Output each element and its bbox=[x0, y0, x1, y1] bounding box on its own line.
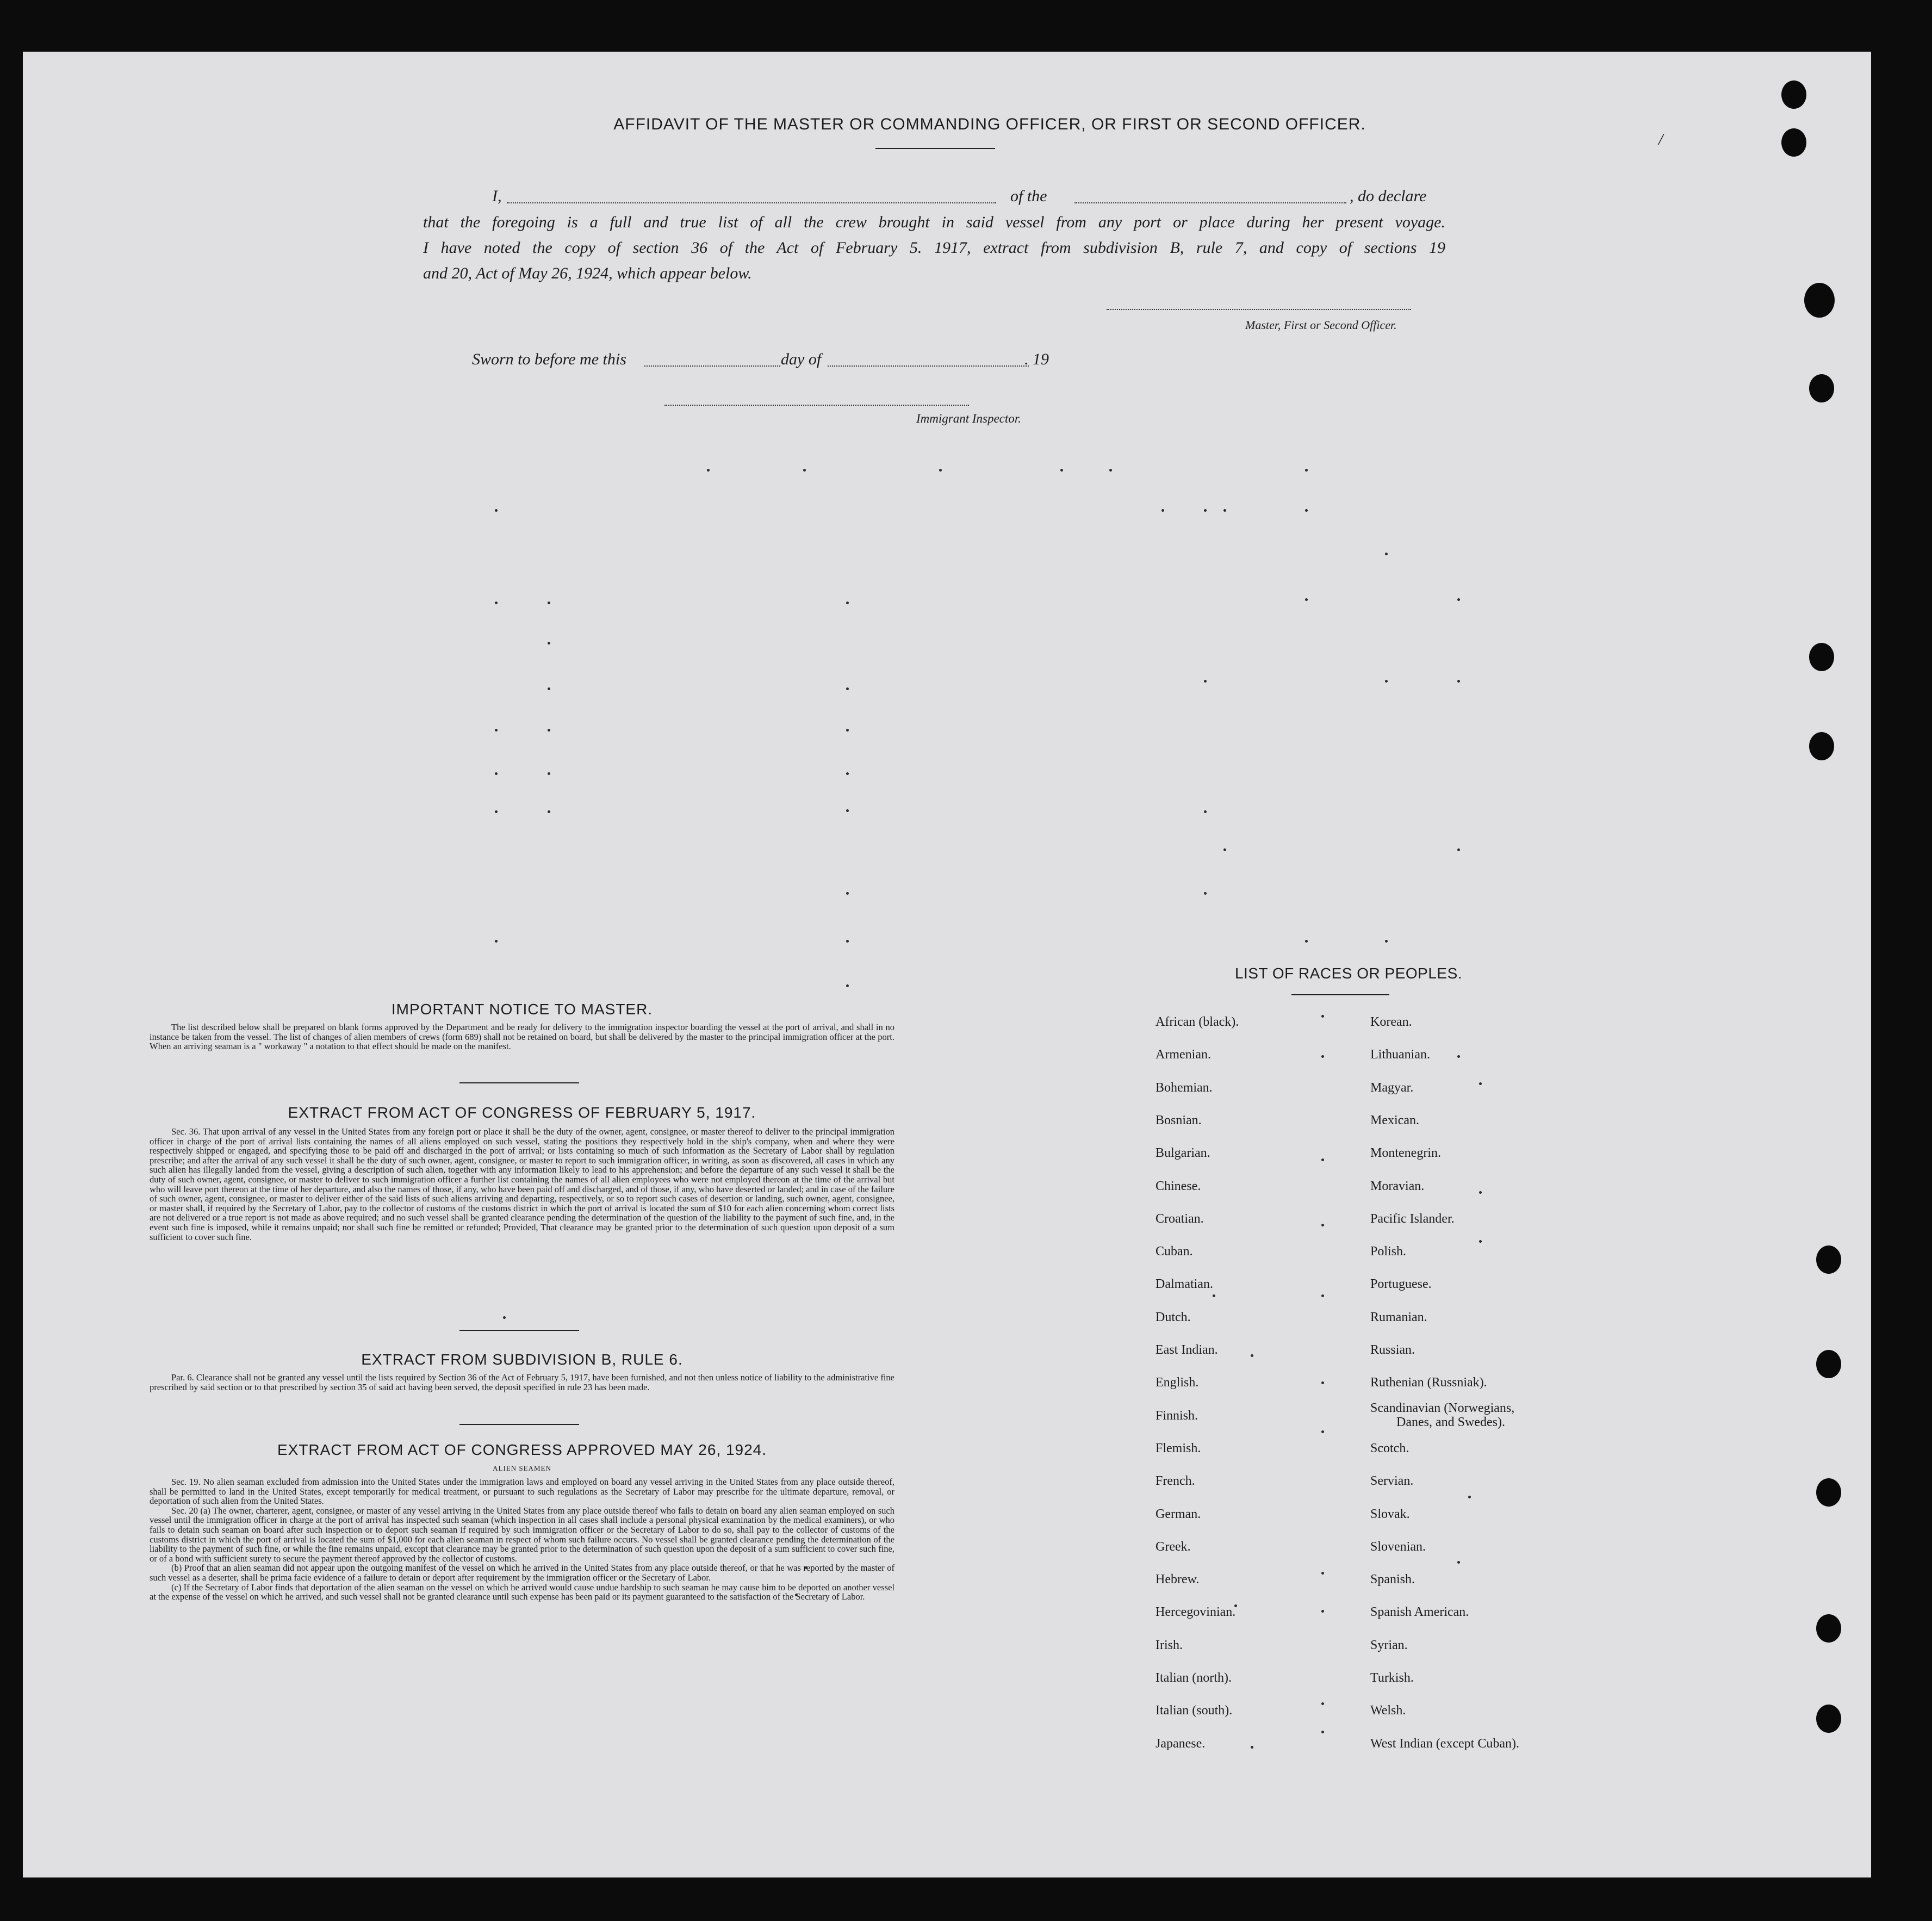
race-item: Irish. bbox=[1156, 1638, 1183, 1652]
paper-speck bbox=[548, 729, 550, 732]
race-item: Flemish. bbox=[1156, 1441, 1201, 1455]
paper-speck bbox=[1479, 1240, 1482, 1243]
paper-speck bbox=[503, 1316, 506, 1319]
declaration-line-1-end: , do declare bbox=[1350, 187, 1427, 205]
paper-speck bbox=[1321, 1381, 1324, 1384]
paper-speck bbox=[1204, 810, 1207, 813]
notice-title: IMPORTANT NOTICE TO MASTER. bbox=[391, 1001, 653, 1018]
extract-rule6-title: EXTRACT FROM SUBDIVISION B, RULE 6. bbox=[361, 1351, 683, 1368]
binder-hole bbox=[1816, 1245, 1841, 1274]
race-item: Moravian. bbox=[1370, 1179, 1425, 1193]
extract-1917-text: Sec. 36. That upon arrival of any vessel in the United States from any foreign port or place it shall be the duty of the owner, agent, consignee, or master thereof to deliver to the principal immigration officer in charge of the port of arrival lists containing the names of all aliens employed on such vessel, stating the positions they respectively hold in the ship's company, when and where they were respectively shipped or engaged, and specifying those to be paid off and discharged in the port of arrival; or lists containing so much of such information as the Secretary of Labor shall by regulation prescribe; and after the arrival of any such vessel it shall be the duty of such owner, agent, consignee, or master to report to such immigration officer, in writing, as soon as discovered, all cases in which any such alien has illegally landed from the vessel, giving a description of such alien, together with any information likely to lead to his apprehension; and before the departure of any such vessel it shall be the duty of such owner, agent, consignee, or master to deliver to such immigration officer a further list containing the names of all alien employees who were not employed thereon at the time of the arrival but who will leave port thereon at the time of her departure, and also the names of those, if any, who have been paid off and discharged, and of those, if any, who have deserted or landed; and in case of the failure of such owner, agent, consignee, or master to deliver either of the said lists of such aliens arriving and departing, respectively, or so to report such cases of desertion or landing, such owner, agent, consignee, or master shall, if required by the Secretary of Labor, pay to the collector of customs of the customs district in which the port of arrival is located the sum of $10 for each alien concerning whom correct lists are not delivered or a true report is not made as above required; and no such vessel shall be granted clearance pending the determination of the question of the liability to the payment of such fine, and, in the event such fine is imposed, while it remains unpaid; nor shall such fine be remitted or refunded; Provided, That clearance may be granted prior to the determination of such question upon deposit of a sum sufficient to cover such fine. bbox=[150, 1126, 894, 1242]
section-20c-text: (c) If the Secretary of Labor finds that deportation of the alien seaman on the vessel on which he arrived would cause undue hardship to such seaman he may cause him to be deported on another vessel at the expense of the vessel on which he arrived, and such vessel shall not be granted clearance until such expense has been paid or its payment guaranteed to the satisfaction of the Secretary of Labor. bbox=[150, 1582, 894, 1602]
binder-hole bbox=[1816, 1478, 1841, 1507]
race-item: Montenegrin. bbox=[1370, 1146, 1441, 1161]
race-item: Croatian. bbox=[1156, 1211, 1204, 1226]
paper-speck bbox=[1385, 680, 1388, 683]
race-item: Spanish American. bbox=[1370, 1605, 1469, 1620]
paper-speck bbox=[1321, 1572, 1324, 1575]
binder-hole bbox=[1809, 732, 1834, 760]
race-item: Pacific Islander. bbox=[1370, 1211, 1455, 1226]
paper-speck bbox=[846, 984, 849, 987]
declaration-line-3: I have noted the copy of section 36 of the Act of February 5. 1917, extract from subdivision B, rule 7, and copy of sections 19 bbox=[423, 239, 1445, 257]
paper-speck bbox=[1457, 848, 1460, 851]
paper-speck bbox=[1204, 509, 1207, 512]
paper-speck bbox=[846, 772, 849, 775]
race-item: Lithuanian. bbox=[1370, 1048, 1430, 1062]
section-rule bbox=[459, 1424, 579, 1425]
race-item: Russian. bbox=[1370, 1343, 1415, 1357]
affidavit-title: AFFIDAVIT OF THE MASTER OR COMMANDING OFFICER, OR FIRST OR SECOND OFFICER. bbox=[613, 115, 1366, 133]
binder-hole bbox=[1809, 643, 1834, 671]
race-item: Japanese. bbox=[1156, 1736, 1206, 1751]
paper-speck bbox=[1321, 1702, 1324, 1705]
binder-hole bbox=[1781, 80, 1806, 109]
race-item: Hercegovinian. bbox=[1156, 1605, 1236, 1620]
paper-speck bbox=[1321, 1055, 1324, 1058]
paper-speck bbox=[1321, 1430, 1324, 1433]
race-item: Scotch. bbox=[1370, 1441, 1409, 1455]
page-mark: / bbox=[1658, 131, 1663, 148]
paper-speck bbox=[846, 940, 849, 943]
race-item: Magyar. bbox=[1370, 1080, 1414, 1095]
races-title: LIST OF RACES OR PEOPLES. bbox=[1234, 965, 1463, 982]
sworn-mid: day of bbox=[781, 350, 822, 368]
sworn-start: Sworn to before me this bbox=[472, 350, 626, 368]
binder-hole bbox=[1816, 1614, 1841, 1643]
paper-speck bbox=[1321, 1224, 1324, 1226]
paper-speck bbox=[1385, 553, 1388, 555]
race-item: Danes, and Swedes). bbox=[1396, 1415, 1505, 1429]
race-item: Bulgarian. bbox=[1156, 1146, 1210, 1161]
race-item: Ruthenian (Russniak). bbox=[1370, 1375, 1487, 1390]
paper-speck bbox=[1161, 509, 1164, 512]
name-blank[interactable] bbox=[507, 202, 996, 203]
paper-speck bbox=[1204, 892, 1207, 895]
paper-speck bbox=[803, 469, 806, 472]
race-item: Slovak. bbox=[1370, 1507, 1410, 1521]
paper-speck bbox=[495, 810, 498, 813]
vessel-blank[interactable] bbox=[1074, 202, 1346, 203]
paper-speck bbox=[495, 509, 498, 512]
paper-speck bbox=[1479, 1191, 1482, 1194]
section-20a-text: Sec. 20 (a) The owner, charterer, agent, consignee, or master of any vessel arriving in the United States from any place outside thereof who fails to detain on board any alien seaman employed on such vessel until the immigration officer in charge at the port of arrival has inspected such seaman (which inspection in all cases shall include a personal physical examination by the medical examiners), or who fails to detain such seaman on board after such inspection or to deport such seaman if required by such immigration officer or the Secretary of Labor to do so, shall pay to the collector of customs of the customs district in which the port of arrival is located the sum of $1,000 for each alien seaman in respect of whom such failure occurs. No vessel shall be granted clearance pending the determination of the liability to the payment of such fine, or while the fine remains unpaid, except that clearance may be granted prior to the determination of such question upon the deposit of a sum sufficient to cover such fine, or of a bond with sufficient surety to secure the payment thereof approved by the collector of customs. bbox=[150, 1505, 894, 1564]
declaration-line-1-mid: of the bbox=[1010, 187, 1047, 205]
section-20b-text: (b) Proof that an alien seaman did not appear upon the outgoing manifest of the vessel on which he arrived in the United States from any place outside thereof, or that he was reported by the master of such vessel as a deserter, shall be prima facie evidence of a failure to detain or deport after requirement by the immigration officer or the Secretary of Labor. bbox=[150, 1563, 894, 1583]
declaration-line-4: and 20, Act of May 26, 1924, which appear below. bbox=[423, 264, 752, 282]
race-item: Slovenian. bbox=[1370, 1539, 1426, 1554]
paper-speck bbox=[1321, 1015, 1324, 1018]
race-item: Hebrew. bbox=[1156, 1572, 1200, 1587]
form-page bbox=[23, 52, 1871, 1877]
title-rule bbox=[875, 148, 995, 149]
binder-hole bbox=[1781, 128, 1806, 157]
extract-1917-title: EXTRACT FROM ACT OF CONGRESS OF FEBRUARY 5, 1917. bbox=[288, 1104, 756, 1121]
race-item: Turkish. bbox=[1370, 1671, 1414, 1685]
sworn-end: . 19 bbox=[1024, 350, 1049, 368]
race-item: Finnish. bbox=[1156, 1408, 1198, 1423]
paper-speck bbox=[1479, 1082, 1482, 1085]
paper-speck bbox=[1223, 848, 1226, 851]
section-rule bbox=[459, 1082, 579, 1083]
race-item: Spanish. bbox=[1370, 1572, 1415, 1587]
race-item: East Indian. bbox=[1156, 1343, 1218, 1357]
paper-speck bbox=[846, 687, 849, 690]
paper-speck bbox=[1457, 680, 1460, 683]
race-item: English. bbox=[1156, 1375, 1199, 1390]
paper-speck bbox=[1321, 1294, 1324, 1297]
paper-speck bbox=[846, 602, 849, 604]
race-item: French. bbox=[1156, 1474, 1195, 1489]
master-signature-label: Master, First or Second Officer. bbox=[1245, 318, 1397, 332]
paper-speck bbox=[1251, 1354, 1253, 1357]
paper-speck bbox=[707, 469, 710, 472]
paper-speck bbox=[1457, 1561, 1460, 1564]
paper-speck bbox=[1305, 469, 1308, 472]
race-item: West Indian (except Cuban). bbox=[1370, 1736, 1519, 1751]
binder-hole bbox=[1804, 283, 1835, 318]
race-item: Scandinavian (Norwegians, bbox=[1370, 1401, 1515, 1415]
race-item: Welsh. bbox=[1370, 1703, 1406, 1718]
paper-speck bbox=[548, 810, 550, 813]
race-item: German. bbox=[1156, 1507, 1201, 1521]
paper-speck bbox=[846, 729, 849, 732]
master-signature-line[interactable] bbox=[1107, 309, 1411, 310]
race-item: Dutch. bbox=[1156, 1310, 1191, 1324]
paper-speck bbox=[1305, 509, 1308, 512]
paper-speck bbox=[1321, 1610, 1324, 1613]
extract-rule6-text: Par. 6. Clearance shall not be granted any vessel until the lists required by Section 36 of the Act of February 5, 1917, have been furnished, and not then unless notice of liability to the administrative fine prescribed by said section or to that prescribed by section 35 of said act having been served, the deposit specified in rule 23 has been made. bbox=[150, 1372, 894, 1392]
section-19-text: Sec. 19. No alien seaman excluded from admission into the United States under the immigration laws and employed on board any vessel arriving in the United States from any place outside thereof, shall be permitted to land in the United States, except temporarily for medical treatment, or pursuant to such regulations as the Secretary of Labor may prescribe for the ultimate departure, removal, or deportation of such alien from the United States. bbox=[150, 1477, 894, 1507]
declaration-line-1-start: I, bbox=[492, 187, 502, 205]
race-item: African (black). bbox=[1156, 1015, 1239, 1029]
paper-speck bbox=[1305, 940, 1308, 943]
paper-speck bbox=[846, 892, 849, 895]
paper-speck bbox=[1468, 1496, 1471, 1498]
paper-speck bbox=[1385, 940, 1388, 943]
paper-speck bbox=[1321, 1158, 1324, 1161]
races-title-rule bbox=[1291, 994, 1389, 995]
paper-speck bbox=[495, 729, 498, 732]
race-item: Portuguese. bbox=[1370, 1277, 1432, 1292]
inspector-signature-line[interactable] bbox=[664, 405, 969, 406]
race-item: Mexican. bbox=[1370, 1113, 1419, 1127]
paper-speck bbox=[495, 772, 498, 775]
race-item: Greek. bbox=[1156, 1539, 1191, 1554]
paper-speck bbox=[495, 940, 498, 943]
extract-1924-title: EXTRACT FROM ACT OF CONGRESS APPROVED MAY 26, 1924. bbox=[277, 1441, 767, 1458]
extract-1924-body bbox=[150, 1477, 894, 1602]
race-item: Rumanian. bbox=[1370, 1310, 1427, 1324]
section-rule bbox=[459, 1330, 579, 1331]
race-item: Chinese. bbox=[1156, 1179, 1201, 1193]
paper-speck bbox=[548, 772, 550, 775]
paper-speck bbox=[846, 809, 849, 812]
race-item: Dalmatian. bbox=[1156, 1277, 1213, 1292]
paper-speck bbox=[1457, 1055, 1460, 1058]
paper-speck bbox=[1457, 598, 1460, 601]
extract-1924-subtitle: ALIEN SEAMEN bbox=[493, 1464, 551, 1472]
sworn-day-blank[interactable] bbox=[644, 365, 780, 367]
paper-speck bbox=[1321, 1731, 1324, 1733]
race-item: Syrian. bbox=[1370, 1638, 1408, 1652]
paper-speck bbox=[1305, 598, 1308, 601]
sworn-month-blank[interactable] bbox=[828, 365, 1029, 367]
race-item: Italian (south). bbox=[1156, 1703, 1233, 1718]
paper-speck bbox=[1251, 1746, 1253, 1749]
binder-hole bbox=[1809, 374, 1834, 402]
paper-speck bbox=[1204, 680, 1207, 683]
paper-speck bbox=[939, 469, 942, 472]
race-item: Servian. bbox=[1370, 1474, 1414, 1489]
race-item: Bohemian. bbox=[1156, 1080, 1213, 1095]
race-item: Cuban. bbox=[1156, 1244, 1193, 1259]
inspector-label: Immigrant Inspector. bbox=[916, 412, 1021, 425]
paper-speck bbox=[548, 642, 550, 645]
paper-speck bbox=[548, 602, 550, 604]
paper-speck bbox=[1213, 1294, 1215, 1297]
paper-speck bbox=[495, 602, 498, 604]
paper-speck bbox=[548, 687, 550, 690]
paper-speck bbox=[1109, 469, 1112, 472]
race-item: Bosnian. bbox=[1156, 1113, 1202, 1127]
race-item: Italian (north). bbox=[1156, 1671, 1232, 1685]
notice-text: The list described below shall be prepared on blank forms approved by the Department and be ready for delivery to the immigration inspector boarding the vessel at the port of arrival, and shall in no instance be taken from the vessel. The list of changes of alien members of crews (form 689) shall not be retained on board, but shall be delivered by the master to the principal immigration officer at the port. When an arriving seaman is a " workaway " a notation to that effect should be made on the manifest. bbox=[150, 1022, 894, 1052]
binder-hole bbox=[1816, 1705, 1841, 1733]
paper-speck bbox=[1060, 469, 1063, 472]
race-item: Polish. bbox=[1370, 1244, 1407, 1259]
paper-speck bbox=[1223, 509, 1226, 512]
race-item: Korean. bbox=[1370, 1015, 1412, 1029]
race-item: Armenian. bbox=[1156, 1048, 1211, 1062]
declaration-line-2: that the foregoing is a full and true list of all the crew brought in said vessel from any port or place during her present voyage. bbox=[423, 213, 1445, 231]
binder-hole bbox=[1816, 1350, 1841, 1378]
